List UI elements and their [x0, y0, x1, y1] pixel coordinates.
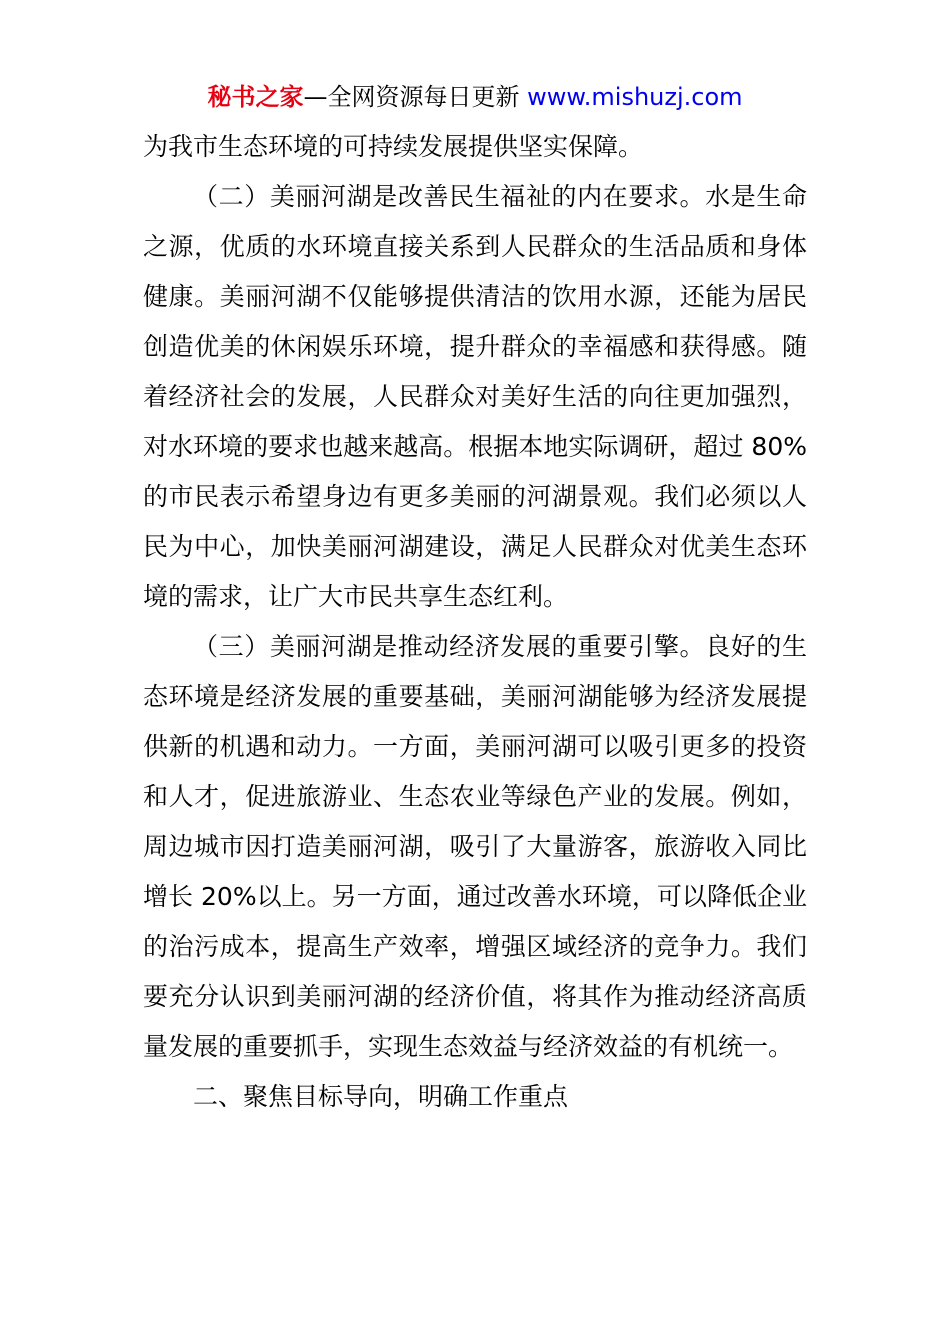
paragraph-2: （二）美丽河湖是改善民生福祉的内在要求。水是生命之源，优质的水环境直接关系到人民群众的生活品质和身体健康。美丽河湖不仅能够提供清洁的饮用水源，还能为居民创造优美的休闲娱乐环境，提升群众的幸福感和获得感。随着经济社会的发展，人民群众对美好生活的向往更加强烈，对水环境的要求也越来越高。根据本地实际调研，超过 80%的市民表示希望身边有更多美丽的河湖景观。我们必须以人民为中心，加快美丽河湖建设，满足人民群众对优美生态环境的需求，让广大市民共享生态红利。	[143, 182, 807, 611]
site-header	[0, 82, 950, 112]
document-body	[143, 122, 807, 1122]
brand-name: 秘书之家	[207, 83, 304, 111]
site-url-link[interactable]: www.mishuzj.com	[527, 83, 743, 111]
section-heading: 二、聚焦目标导向，明确工作重点	[193, 1082, 569, 1111]
paragraph-3: （三）美丽河湖是推动经济发展的重要引擎。良好的生态环境是经济发展的重要基础，美丽河湖能够为经济发展提供新的机遇和动力。一方面，美丽河湖可以吸引更多的投资和人才，促进旅游业、生态农业等绿色产业的发展。例如，周边城市因打造美丽河湖，吸引了大量游客，旅游收入同比增长 20%以上。另一方面，通过改善水环境，可以降低企业的治污成本，提高生产效率，增强区域经济的竞争力。我们要充分认识到美丽河湖的经济价值，将其作为推动经济高质量发展的重要抓手，实现生态效益与经济效益的有机统一。	[143, 632, 807, 1061]
header-tagline: —全网资源每日更新	[303, 83, 528, 111]
paragraph-continuation: 为我市生态环境的可持续发展提供坚实保障。	[143, 132, 644, 161]
